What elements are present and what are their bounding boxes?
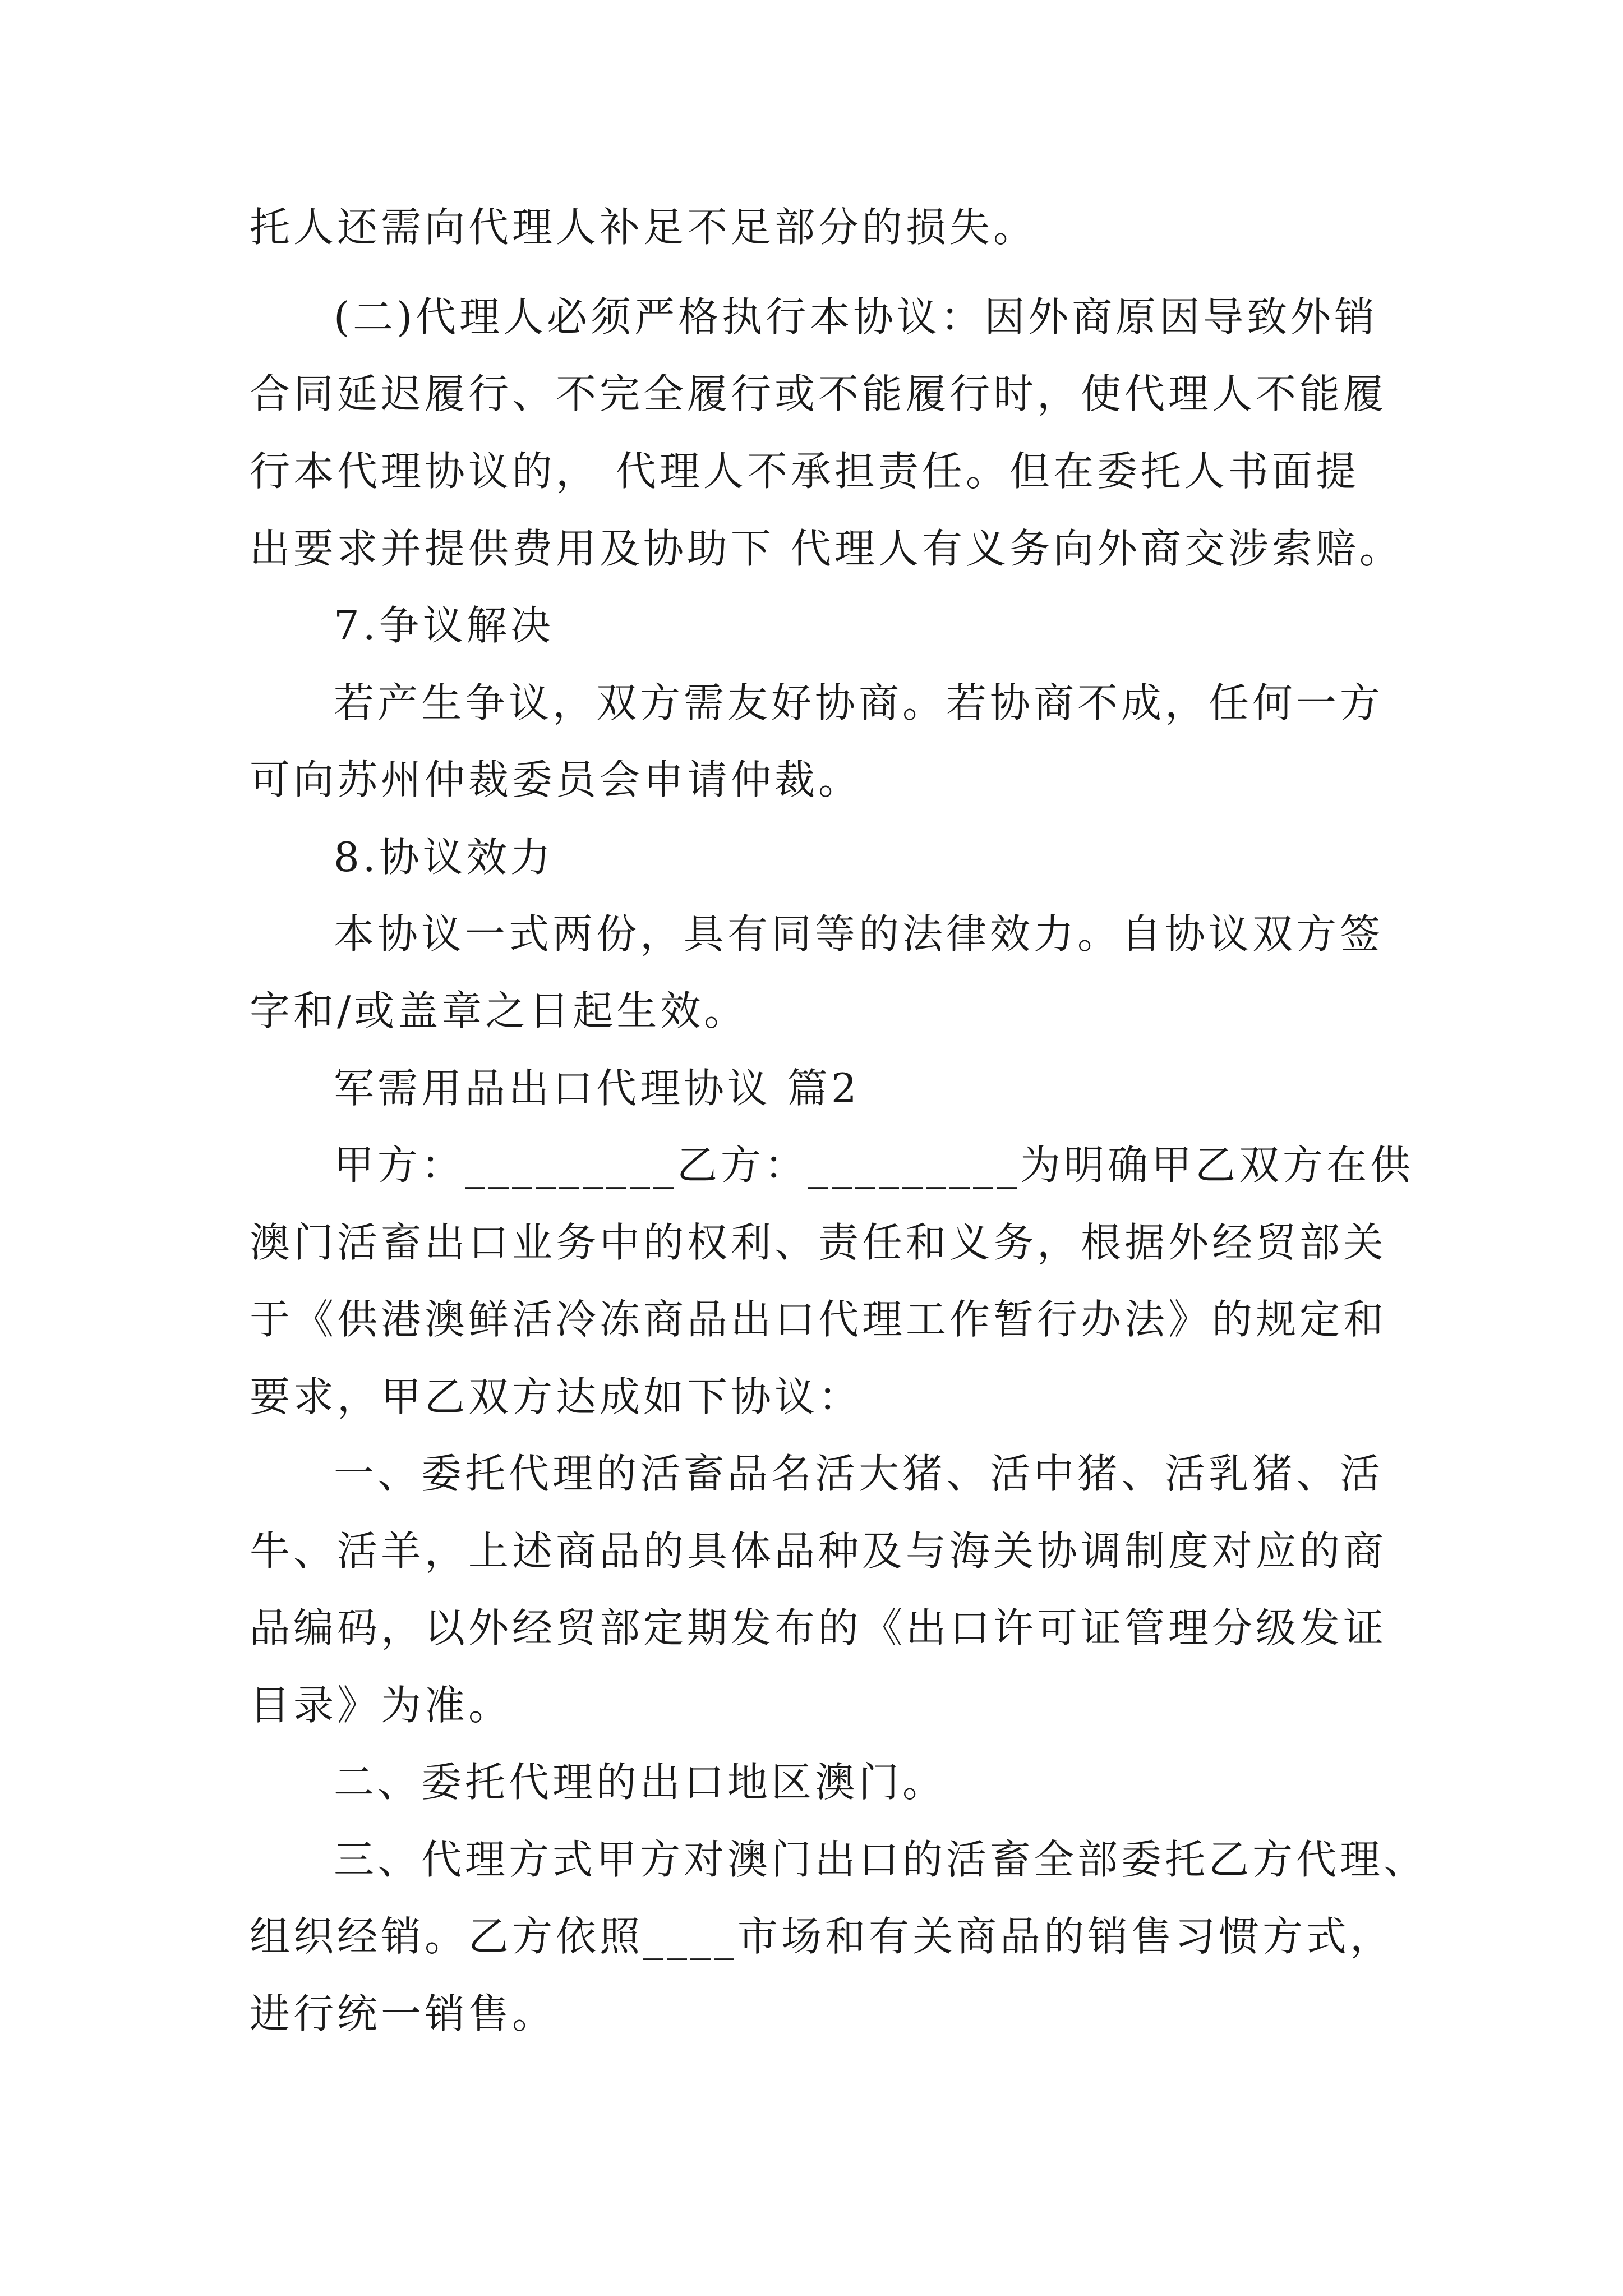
text-line: 于《供港澳鲜活冷冻商品出口代理工作暂行办法》的规定和 bbox=[250, 1296, 1387, 1343]
text-line: 三、代理方式甲方对澳门出口的活畜全部委托乙方代理、 bbox=[334, 1836, 1428, 1883]
text-line: 若产生争议，双方需友好协商。若协商不成，任何一方 bbox=[334, 679, 1384, 726]
text-line: 本协议一式两份，具有同等的法律效力。自协议双方签 bbox=[334, 910, 1384, 958]
text-line: 出要求并提供费用及协助下 代理人有义务向外商交涉索赔。 bbox=[250, 525, 1403, 572]
text-line: 品编码，以外经贸部定期发布的《出口许可证管理分级发证 bbox=[250, 1604, 1387, 1651]
text-line: 组织经销。乙方依照____市场和有关商品的销售习惯方式， bbox=[250, 1913, 1394, 1960]
text-line: 甲方：_________乙方：_________为明确甲乙双方在供 bbox=[334, 1142, 1414, 1189]
text-line: 行本代理协议的， 代理人不承担责任。但在委托人书面提 bbox=[250, 448, 1359, 495]
text-line: 一、委托代理的活畜品名活大猪、活中猪、活乳猪、活 bbox=[334, 1450, 1384, 1497]
section-heading: 8.协议效力 bbox=[334, 834, 554, 881]
text-line: 字和/或盖章之日起生效。 bbox=[250, 987, 748, 1034]
text-line: 二、委托代理的出口地区澳门。 bbox=[334, 1759, 947, 1806]
text-line: 目录》为准。 bbox=[250, 1682, 513, 1729]
text-line: 托人还需向代理人补足不足部分的损失。 bbox=[250, 204, 1038, 251]
text-line: 进行统一销售。 bbox=[250, 1990, 556, 2037]
text-line: 合同延迟履行、不完全履行或不能履行时，使代理人不能履 bbox=[250, 370, 1387, 417]
section-heading: 7.争议解决 bbox=[334, 602, 554, 649]
text-line: 澳门活畜出口业务中的权利、责任和义务，根据外经贸部关 bbox=[250, 1219, 1387, 1266]
text-line: 要求，甲乙双方达成如下协议： bbox=[250, 1373, 863, 1420]
text-line: 牛、活羊，上述商品的具体品种及与海关协调制度对应的商 bbox=[250, 1527, 1387, 1575]
text-line: 可向苏州仲裁委员会申请仲裁。 bbox=[250, 756, 863, 803]
text-line: (二)代理人必须严格执行本协议：因外商原因导致外销 bbox=[334, 293, 1378, 341]
document-title: 军需用品出口代理协议 篇2 bbox=[334, 1065, 860, 1112]
